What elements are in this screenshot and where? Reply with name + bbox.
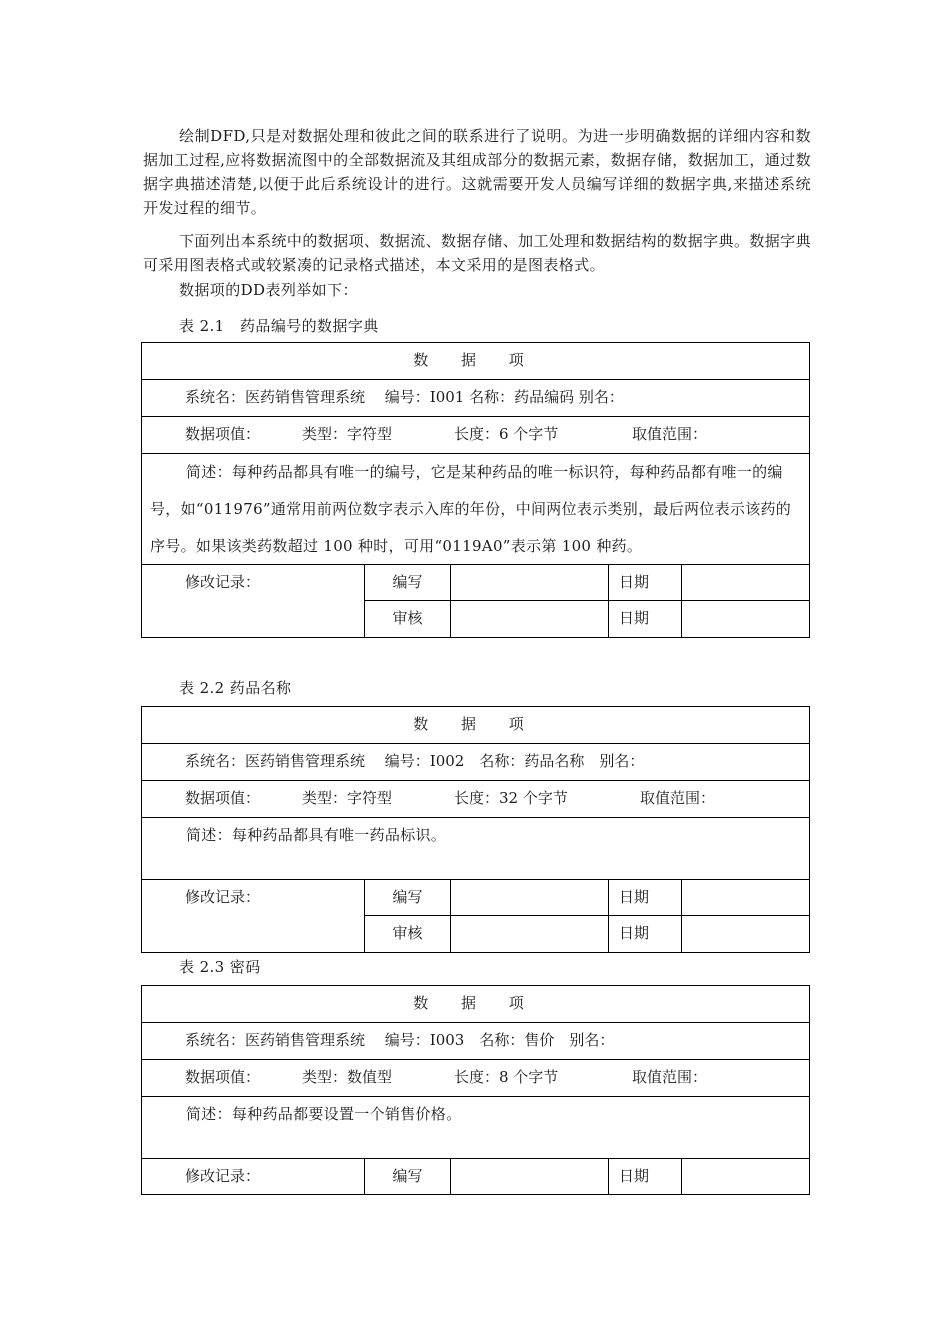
intro-paragraph-1: 绘制DFD,只是对数据处理和彼此之间的联系进行了说明。为进一步明确数据的详细内容和数据加工过程,应将数据流图中的全部数据流及其组成部分的数据元素，数据存储，数据加工，通过数据字典描述清楚,以便于此后系统设计的进行。这就需要开发人员编写详细的数据字典,来描述系统开发过程的细节。 (143, 127, 811, 217)
table-2-range: 取值范围： (640, 789, 716, 807)
table-1-date-value-1 (682, 565, 809, 601)
table-3-range: 取值范围： (632, 1068, 708, 1086)
table-3-caption: 表 2.3 密码 (179, 958, 261, 976)
table-3 (141, 985, 810, 1195)
table-2-record-label: 修改记录： (142, 880, 365, 952)
table-2-header: 数 据 项 (142, 707, 809, 744)
table-3-write-value (451, 1159, 608, 1195)
table-1-length: 长度：6 个字节 (454, 425, 559, 443)
table-1-record-label: 修改记录： (142, 565, 365, 637)
table-1-write-label: 编写 (365, 565, 450, 601)
table-1-system-text: 系统名：医药销售管理系统 编号：I001 名称：药品编码 别名： (185, 388, 624, 406)
table-2-write-label: 编写 (365, 880, 450, 916)
table-1-value-row (142, 417, 809, 454)
table-1-header: 数 据 项 (142, 343, 809, 380)
table-3-value-row (142, 1060, 809, 1097)
table-3-date-value (682, 1159, 809, 1195)
table-3-system-text: 系统名：医药销售管理系统 编号：I003 名称：售价 别名： (185, 1031, 615, 1049)
table-2-write-value (451, 880, 608, 916)
table-1-review-value (451, 601, 608, 637)
table-1-date-label-1: 日期 (609, 565, 681, 601)
table-2-caption: 表 2.2 药品名称 (179, 679, 292, 697)
table-2-system-text: 系统名：医药销售管理系统 编号：I002 名称：药品名称 别名： (185, 752, 645, 770)
table-3-record-row (142, 1159, 809, 1194)
table-3-record-label: 修改记录： (142, 1159, 365, 1195)
table-1-record-row (142, 565, 809, 637)
table-2-type: 类型：字符型 (302, 789, 393, 807)
table-1-range: 取值范围： (632, 425, 708, 443)
table-1-write-value (451, 565, 608, 601)
table-2-date-label-1: 日期 (609, 880, 681, 916)
table-2-date-label-2: 日期 (619, 924, 650, 942)
table-1-description: 简述：每种药品都具有唯一的编号，它是某种药品的唯一标识符，每种药品都有唯一的编号，如“011976”通常用前两位数字表示入库的年份，中间两位表示类别，最后两位表示该药的序号。如果该类药数超过 100 种时，可用“0119A0”表示第 100 种药。 (142, 454, 809, 565)
table-2-description: 简述：每种药品都具有唯一药品标识。 (142, 818, 809, 880)
table-1-system-row (142, 380, 809, 417)
table-2-date-value-1 (682, 880, 809, 916)
table-2-value-row (142, 781, 809, 818)
table-1-review-label: 审核 (392, 609, 423, 627)
intro-paragraph-2: 下面列出本系统中的数据项、数据流、数据存储、加工处理和数据结构的数据字典。数据字典可采用图表格式或较紧凑的记录格式描述，本文采用的是图表格式。 (143, 232, 811, 274)
table-1-date-label-2: 日期 (619, 609, 650, 627)
table-3-system-row (142, 1023, 809, 1060)
table-1-date-value-2 (682, 601, 809, 637)
table-3-write-label: 编写 (392, 1167, 423, 1185)
table-3-date-label: 日期 (619, 1167, 650, 1185)
table-2-system-row (142, 744, 809, 781)
table-2-record-row (142, 880, 809, 952)
table-2-length: 长度：32 个字节 (454, 789, 568, 807)
table-1-type: 类型：字符型 (302, 425, 393, 443)
table-2 (141, 706, 810, 953)
intro-paragraph-3: 数据项的DD表列举如下： (179, 281, 358, 299)
table-1-value-label: 数据项值： (185, 425, 261, 443)
table-3-length: 长度：8 个字节 (454, 1068, 559, 1086)
table-1 (141, 342, 810, 638)
table-3-value-label: 数据项值： (185, 1068, 261, 1086)
table-3-description: 简述：每种药品都要设置一个销售价格。 (142, 1097, 809, 1159)
table-1-caption: 表 2.1 药品编号的数据字典 (179, 317, 379, 335)
table-2-date-value-2 (682, 916, 809, 952)
table-3-type: 类型：数值型 (302, 1068, 393, 1086)
table-2-review-value (451, 916, 608, 952)
table-2-review-label: 审核 (392, 924, 423, 942)
table-2-value-label: 数据项值： (185, 789, 261, 807)
table-3-header: 数 据 项 (142, 986, 809, 1023)
